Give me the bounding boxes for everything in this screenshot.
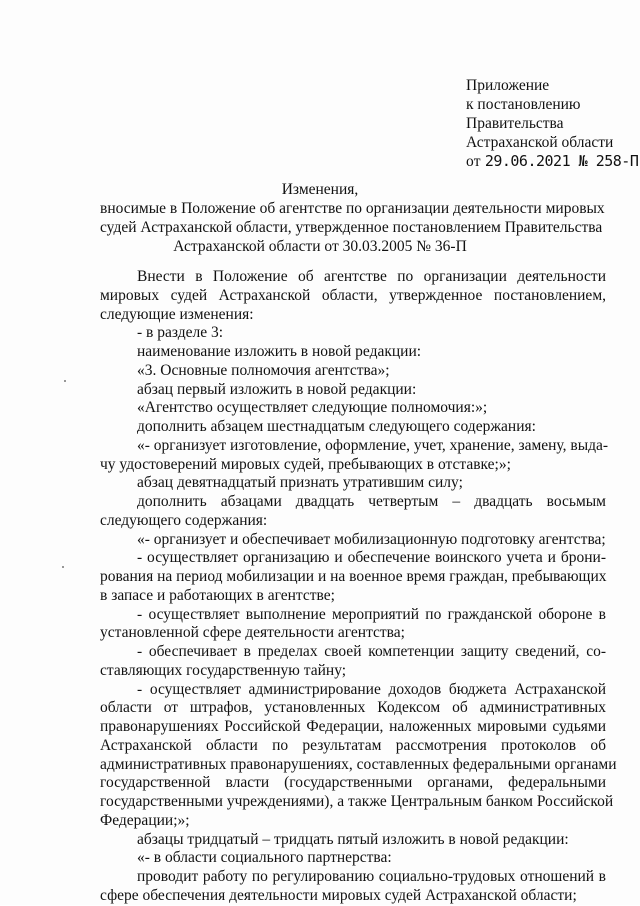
body-line: Астраханской области по результатам рассмотрения протоколов об [100,736,606,754]
body-line: - в разделе 3: [137,324,224,342]
body-line: дополнить абзацами двадцать четвертым – двадцать восьмым [137,493,606,510]
body-line: абзацы тридцатый – тридцать пятый изложить в новой редакции: [137,830,569,848]
body-line: сфере обеспечения деятельности мировых судей Астраханской области; [100,886,577,904]
body-line: - осуществляет выполнение мероприятий по гражданской обороне в [137,605,606,623]
body-line: в запасе и работающих в агентстве; [100,586,335,604]
body-line: «- в области социального партнерства: [137,849,392,867]
document-title [100,180,605,256]
date-prefix: от [466,153,481,170]
body-line: «3. Основные полномочия агентства»; [137,361,390,379]
body-line: «Агентство осуществляет следующие полномочия:»; [137,399,488,417]
body-line: государственными учреждениями), а также Центральным банком Российской [100,793,614,810]
body-line: установленной сфере деятельности агентства; [100,624,405,642]
body-line: Внести в Положение об агентстве по организации деятельности [137,268,606,285]
title-line-1: Изменения, [281,181,359,198]
appendix-header [466,76,638,171]
body-line: - осуществляет администрирование доходов бюджета Астраханской [137,680,606,698]
appendix-line-1: Приложение [466,77,550,94]
title-line-2: вносимые в Положение об агентстве по организации деятельности мировых [100,200,605,217]
body-line: следующего содержания: [100,511,268,529]
body-line: мировых судей Астраханской области, утвержденное постановлением, [100,286,606,304]
appendix-line-4: Астраханской области [466,134,614,151]
body-line: следующие изменения: [100,305,254,323]
body-line: рования на период мобилизации и на военное время граждан, пребывающих [100,568,607,585]
body-line: правонарушениях Российской Федерации, наложенных мировыми судьями [100,718,606,735]
body-line: «- организует и обеспечивает мобилизационную подготовку агентства; [137,530,606,548]
scan-speck [62,566,64,568]
document-body [100,268,617,906]
handwritten-date-number: 29.06.2021 № 258-П [484,152,639,170]
title-line-3: судей Астраханской области, утвержденное постановлением Правительства [100,219,603,236]
body-line: абзац девятнадцатый признать утратившим силу; [137,474,463,492]
appendix-line-3: Правительства [466,115,564,132]
appendix-date-line [466,152,638,171]
body-line: наименование изложить в новой редакции: [137,343,422,360]
body-line: Федерации;»; [100,811,190,829]
body-line: - осуществляет организацию и обеспечение воинского учета и брони- [137,549,606,567]
appendix-line-2: к постановлению [466,96,581,113]
body-line: государственной власти (государственными органами, федеральными [100,774,606,792]
body-line: абзац первый изложить в новой редакции: [137,380,417,398]
body-line: проводит работу по регулированию социально-трудовых отношений в [137,868,606,885]
title-line-4: Астраханской области от 30.03.2005 № 36-П [173,238,467,255]
body-line: «- организует изготовление, оформление, учет, хранение, замену, выда- [137,436,609,454]
body-line: чу удостоверений мировых судей, пребывающих в отставке;»; [100,455,511,473]
body-line: ставляющих государственную тайну; [100,661,347,679]
body-line: - обеспечивает в пределах своей компетенции защиту сведений, со- [137,643,606,660]
body-line: области от штрафов, установленных Кодексом об административных [100,699,606,717]
body-line: административных правонарушениях, составленных федеральными органами [100,755,617,773]
scan-speck [64,380,66,382]
body-line: дополнить абзацем шестнадцатым следующего содержания: [137,418,536,435]
